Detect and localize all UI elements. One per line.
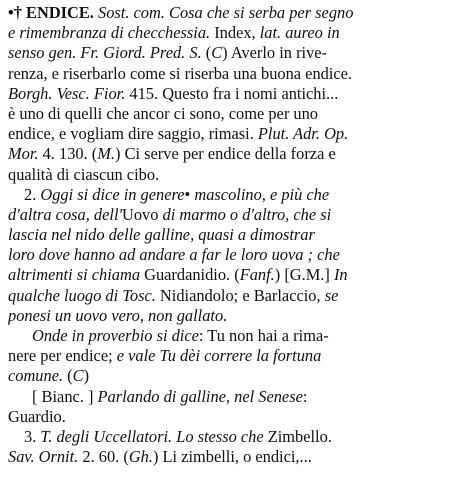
text-segment: [ Bianc. ]	[32, 386, 98, 406]
text-segment: lat. aureo in	[259, 23, 340, 43]
text-segment: ) Averlo in rive-	[222, 43, 328, 63]
text-line	[8, 326, 468, 346]
text-segment: (	[63, 366, 73, 386]
text-segment: M.	[97, 144, 116, 164]
text-line	[8, 447, 468, 467]
text-segment: ENDICE.	[26, 3, 94, 22]
dictionary-entry	[8, 3, 468, 491]
text-segment: 2.	[24, 184, 41, 204]
text-line	[8, 387, 468, 407]
text-segment: Mor.	[8, 144, 39, 164]
text-segment: e vale	[116, 346, 156, 366]
text-line	[8, 43, 468, 63]
text-segment: •	[184, 184, 191, 204]
text-line	[8, 3, 468, 23]
text-segment: 415. Questo fra i nomi antichi...	[125, 83, 339, 103]
text-line	[8, 286, 468, 306]
text-line	[8, 225, 468, 245]
text-line	[8, 144, 468, 164]
text-segment: endice, e vogliam dire saggio, rimasi.	[8, 124, 258, 144]
text-segment: renza, e riserbarlo come si riserba una buona endice.	[8, 63, 353, 83]
text-segment: nere per endice;	[8, 346, 117, 366]
text-line	[8, 366, 468, 386]
text-segment: d'altra cosa, dell'	[8, 204, 122, 224]
text-segment: Plut. Adr. Op.	[257, 124, 349, 144]
text-segment: C	[72, 366, 84, 386]
text-segment: Guardio.	[8, 406, 66, 426]
text-line	[8, 245, 468, 265]
text-segment: ) Ci serve per endice della forza e	[115, 144, 336, 164]
text-segment: Onde in proverbio si dice	[32, 326, 199, 345]
text-segment: lascia nel nido delle galline, quasi a dimostrar	[8, 225, 315, 245]
text-line	[8, 84, 468, 104]
text-segment: Zimbello.	[263, 426, 332, 446]
text-segment: Gh.	[128, 447, 153, 467]
text-segment: se	[324, 285, 339, 305]
text-segment: Nidiandolo; e Barlaccio,	[155, 285, 325, 305]
text-segment: )	[83, 366, 90, 386]
text-segment: Sav. Ornit.	[8, 447, 79, 467]
text-line	[8, 23, 468, 43]
text-segment: di marmo o d'altro, che si	[158, 204, 332, 224]
text-segment: ) Li zimbelli, o endici,...	[152, 447, 312, 467]
text-segment: Guardanidio. (	[140, 265, 240, 285]
text-segment: ) [G.M.]	[274, 265, 334, 285]
text-line	[8, 205, 468, 225]
text-segment: (	[201, 43, 212, 63]
text-line	[8, 265, 468, 285]
text-segment: Index,	[210, 23, 260, 43]
text-segment: :	[302, 386, 308, 406]
text-line	[8, 306, 468, 326]
text-segment: •†	[8, 3, 27, 22]
text-segment: loro dove hanno ad andare a far le loro uova ; che	[8, 245, 340, 265]
text-segment: 3.	[24, 426, 41, 446]
text-line	[8, 64, 468, 84]
text-segment: In	[333, 265, 348, 285]
text-line	[8, 346, 468, 366]
text-segment: mascolino, e più che	[190, 184, 330, 204]
text-line	[8, 407, 468, 427]
text-segment: 2. 60. (	[78, 447, 129, 467]
text-line	[8, 427, 468, 447]
text-segment: è uno di quelli che ancor ci sono, come per uno	[8, 103, 318, 123]
text-line	[8, 104, 468, 124]
text-segment: T. degli Uccellatori. Lo stesso che	[40, 426, 264, 446]
text-segment: Fanf.	[239, 265, 275, 285]
text-segment: e rimembranza di checchessia.	[8, 23, 211, 43]
text-segment: Fr. Giord. Pred. S.	[80, 43, 202, 63]
text-segment: Sost. com. Cosa che si serba per segno	[93, 3, 354, 22]
text-segment: senso gen.	[8, 43, 77, 63]
text-segment: altrimenti si chiama	[8, 265, 141, 285]
text-segment: : Tu non hai a rima-	[198, 326, 329, 345]
text-segment: Tu dèi correre la fortuna	[159, 346, 322, 366]
text-segment: comune.	[8, 366, 64, 386]
text-segment: C	[211, 43, 223, 63]
text-segment: Borgh. Vesc. Fior.	[8, 83, 126, 103]
text-segment: ponesi un uovo vero, non gallato.	[8, 305, 228, 325]
text-segment: Parlando di galline, nel Senese	[97, 386, 303, 406]
text-line	[8, 124, 468, 144]
text-segment: qualità di ciascun cibo.	[8, 164, 160, 184]
text-line	[8, 185, 468, 205]
text-line	[8, 165, 468, 185]
text-segment: Uovo	[122, 204, 159, 224]
text-segment: 4. 130. (	[38, 144, 98, 164]
text-segment: Oggi si dice in genere	[40, 184, 185, 204]
text-segment: qualche luogo di Tosc.	[8, 285, 156, 305]
